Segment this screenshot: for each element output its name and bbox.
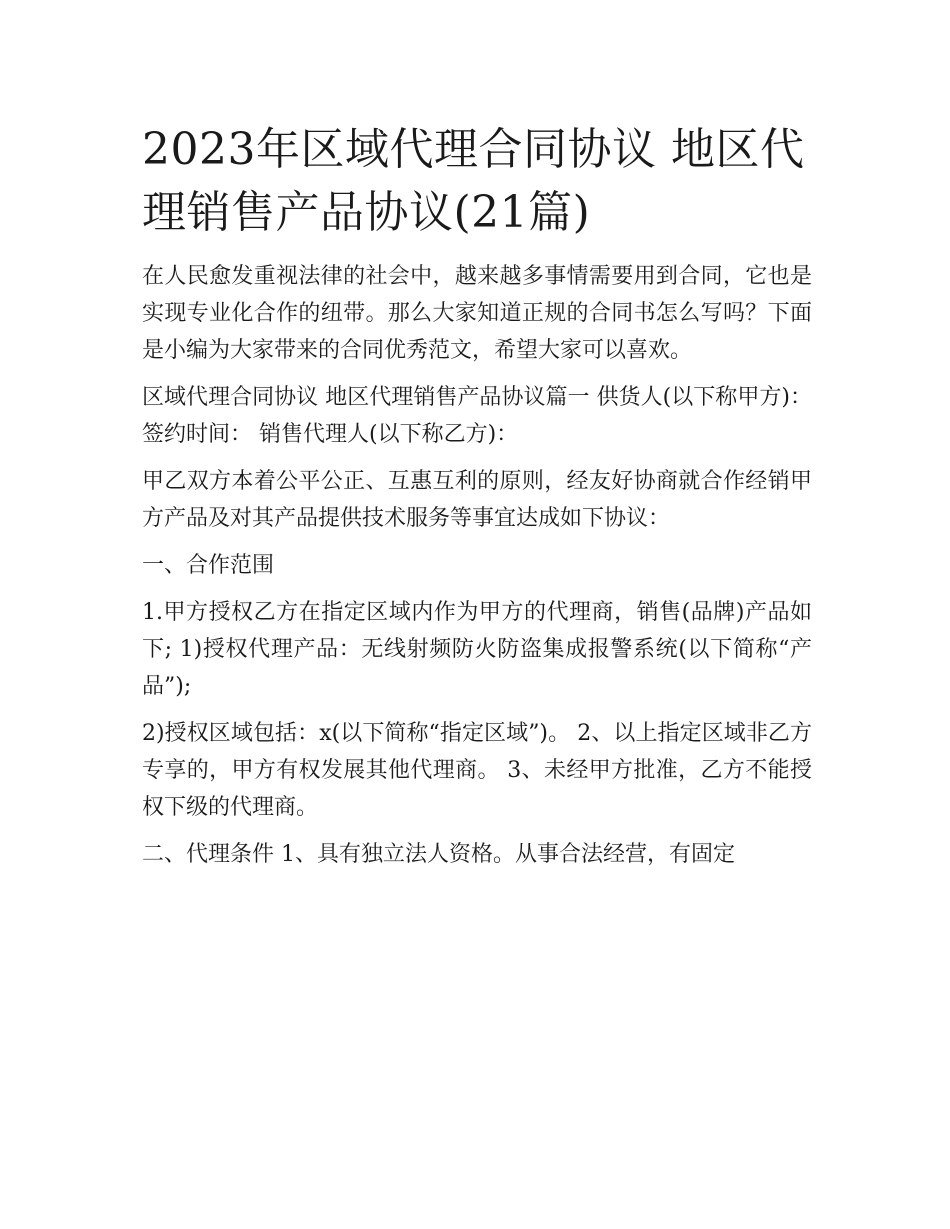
article-heading-paragraph: 区域代理合同协议 地区代理销售产品协议篇一 供货人(以下称甲方)：签约时间： 销售代理人(以下称乙方)： xyxy=(142,385,812,447)
clause-authorized-products: 1.甲方授权乙方在指定区域内作为甲方的代理商，销售(品牌)产品如下; 1)授权代理产品：无线射频防火防盗集成报警系统(以下简称“产品”); xyxy=(142,600,812,699)
section-heading-scope: 一、合作范围 xyxy=(142,553,275,578)
section-agency-conditions: 二、代理条件 1、具有独立法人资格。从事合法经营，有固定 xyxy=(142,842,735,867)
document-title: 2023年区域代理合同协议 地区代理销售产品协议(21篇) xyxy=(142,124,805,238)
intro-paragraph: 在人民愈发重视法律的社会中，越来越多事情需要用到合同，它也是实现专业化合作的纽带。那么大家知道正规的合同书怎么写吗？下面是小编为大家带来的合同优秀范文，希望大家可以喜欢。 xyxy=(142,264,812,363)
agreement-preamble-paragraph: 甲乙双方本着公平公正、互惠互利的原则，经友好协商就合作经销甲方产品及对其产品提供技术服务等事宜达成如下协议： xyxy=(142,469,812,531)
clause-authorized-region: 2)授权区域包括：x(以下简称“指定区域”)。 2、以上指定区域非乙方专享的，甲方有权发展其他代理商。 3、未经甲方批准，乙方不能授权下级的代理商。 xyxy=(142,721,812,820)
document-body xyxy=(142,118,812,883)
